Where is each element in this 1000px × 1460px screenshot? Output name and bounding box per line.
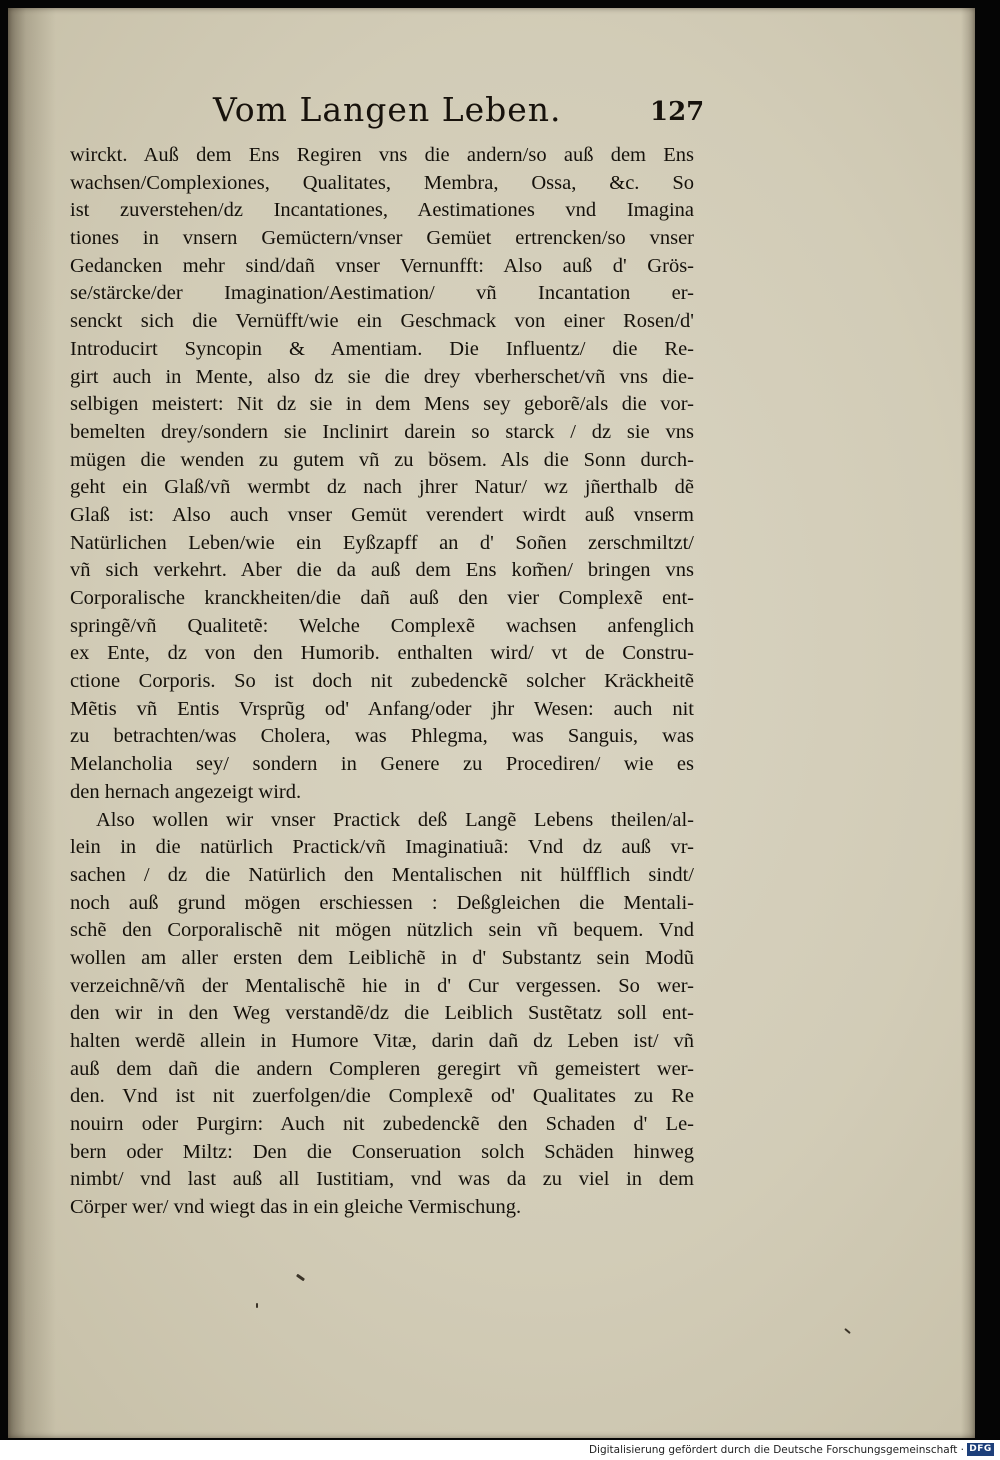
text-line: tiones in vnsern Gemüctern/vnser Gemüet ertrencken/so vnser <box>70 227 694 250</box>
running-head-title: Vom Langen Leben. <box>213 90 562 129</box>
text-line: girt auch in Mente, also dz sie die drey vberherschet/vñ vns die- <box>70 365 694 388</box>
text-line: zu betrachten/was Cholera, was Phlegma, was Sanguis, was <box>70 725 694 748</box>
text-line: Introducirt Syncopin & Amentiam. Die Influentz/ die Re- <box>70 337 694 360</box>
text-line: bemelten drey/sondern sie Inclinirt darein so starck / dz sie vns <box>70 420 694 443</box>
text-line: ctione Corporis. So ist doch nit zubedenckẽ solcher Kräckheitẽ <box>70 670 694 693</box>
text-line: noch auß grund mögen erschiessen : Deßgleichen die Mentali- <box>70 891 694 914</box>
text-line: schẽ den Corporalischẽ nit mögen nützlich sein vñ bequem. Vnd <box>70 919 694 942</box>
text-line: den. Vnd ist nit zuerfolgen/die Complexẽ od' Qualitates zu Re <box>70 1085 694 1108</box>
text-line: auß dem dañ die andern Compleren geregirt vñ gemeistert wer- <box>70 1057 694 1080</box>
text-line: den wir in den Weg verstandẽ/dz die Leiblich Sustẽtatz soll ent- <box>70 1002 694 1025</box>
text-line: wachsen/Complexiones, Qualitates, Membra, Ossa, &c. So <box>70 171 694 194</box>
text-line: sachen / dz die Natürlich den Mentalischen nit hülfflich sindt/ <box>70 863 694 886</box>
text-line: ist zuverstehen/dz Incantationes, Aestimationes vnd Imagina <box>70 199 694 222</box>
text-line: Gedancken mehr sind/dañ vnser Vernunfft: Also auß d' Grös- <box>70 254 694 277</box>
paper-blemish <box>296 1274 305 1282</box>
text-line: Mẽtis vñ Entis Vrsprũg od' Anfang/oder jhr Wesen: auch nit <box>70 697 694 720</box>
text-line: springẽ/vñ Qualitetẽ: Welche Complexẽ wachsen anfenglich <box>70 614 694 637</box>
text-line: verzeichnẽ/vñ der Mentalischẽ hie in d' Cur vergessen. So wer- <box>70 974 694 997</box>
text-line: Natürlichen Leben/wie ein Eyßzapff an d' Soñen zerschmiltzt/ <box>70 531 694 554</box>
text-line: senckt sich die Vernüfft/wie ein Geschmack von einer Rosen/d' <box>70 310 694 333</box>
page-number: 127 <box>650 97 705 127</box>
text-line: mügen die wenden zu gutem vñ zu bösem. Als die Sonn durch- <box>70 448 694 471</box>
text-line: se/stärcke/der Imagination/Aestimation/ vñ Incantation er- <box>70 282 694 305</box>
text-line: Corporalische kranckheiten/die dañ auß den vier Complexẽ ent- <box>70 587 694 609</box>
text-line: vñ sich verkehrt. Aber die da auß dem Ens kom̃en/ bringen vns <box>70 559 694 582</box>
text-line: lein in die natürlich Practick/vñ Imaginatiuã: Vnd dz auß vr- <box>70 836 694 859</box>
funding-credit: Digitalisierung gefördert durch die Deutsche Forschungsgemeinschaft · <box>588 1444 964 1456</box>
text-line: geht ein Glaß/vñ wermbt dz nach jhrer Natur/ wz jñerthalb dẽ <box>70 476 694 499</box>
footer-bar <box>0 1440 1000 1460</box>
body-text <box>70 142 694 1222</box>
text-line: Melancholia sey/ sondern in Genere zu Procediren/ wie es <box>70 753 694 776</box>
book-page <box>8 8 975 1438</box>
paragraph-start-line: Also wollen wir vnser Practick deß Langẽ Lebens theilen/al- <box>96 808 694 831</box>
text-line: wollen am aller ersten dem Leiblichẽ in d' Substantz sein Modũ <box>70 946 694 969</box>
text-line: nimbt/ vnd last auß all Iustitiam, vnd was da zu viel in dem <box>70 1168 694 1191</box>
text-line: selbigen meistert: Nit dz sie in dem Mens sey geborẽ/als die vor- <box>70 393 694 416</box>
paragraph-end-line: Cörper wer/ vnd wiegt das in ein gleiche Vermischung. <box>70 1196 522 1219</box>
text-line: Glaß ist: Also auch vnser Gemüt verendert wirdt auß vnserm <box>70 503 694 526</box>
paper-blemish <box>844 1328 851 1334</box>
text-line: bern oder Miltz: Den die Conseruation solch Schäden hinweg <box>70 1140 694 1163</box>
text-line: halten werdẽ allein in Humore Vitæ, darin dañ dz Leben ist/ vñ <box>70 1030 694 1052</box>
paragraph-end-line: den hernach angezeigt wird. <box>70 780 302 803</box>
text-line: nouirn oder Purgirn: Auch nit zubedenckẽ den Schaden d' Le- <box>70 1113 694 1136</box>
dfg-logo: DFG <box>967 1443 994 1456</box>
paper-blemish <box>256 1303 258 1308</box>
text-line: wirckt. Auß dem Ens Regiren vns die andern/so auß dem Ens <box>70 144 694 166</box>
text-line: ex Ente, dz von den Humorib. enthalten wird/ vt de Constru- <box>70 642 694 665</box>
